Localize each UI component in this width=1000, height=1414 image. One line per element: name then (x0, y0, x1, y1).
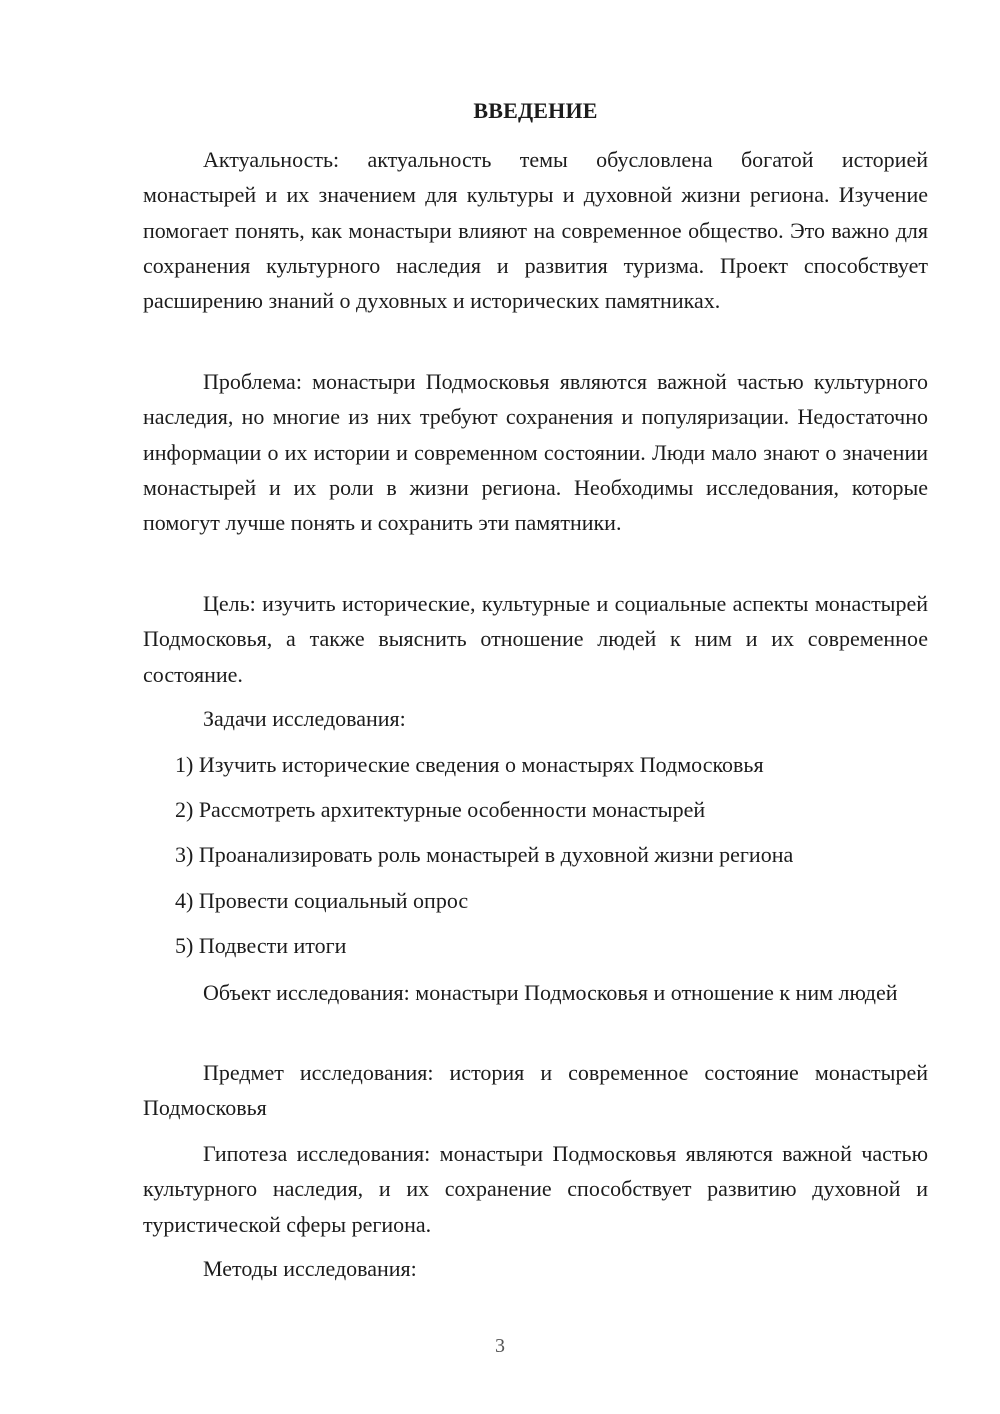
paragraph-hypothesis: Гипотеза исследования: монастыри Подмосковья являются важной частью культурного наследия, и их сохранение способствует развитию духовной и туристической сферы региона. (143, 1141, 928, 1237)
page-number: 3 (495, 1335, 505, 1357)
task-item-2: 2) Рассмотреть архитектурные особенности монастырей (175, 797, 706, 822)
paragraph-object: Объект исследования: монастыри Подмосковья и отношение к ним людей (203, 980, 898, 1005)
tasks-heading: Задачи исследования: (203, 706, 406, 731)
paragraph-goal: Цель: изучить исторические, культурные и социальные аспекты монастырей Подмосковья, а также выяснить отношение людей к ним и их современное состояние. (143, 591, 928, 687)
task-item-5: 5) Подвести итоги (175, 933, 347, 958)
page-title: ВВЕДЕНИЕ (473, 98, 598, 123)
task-item-4: 4) Провести социальный опрос (175, 888, 469, 913)
methods-heading: Методы исследования: (203, 1256, 417, 1281)
paragraph-subject: Предмет исследования: история и современное состояние монастырей Подмосковья (143, 1060, 928, 1121)
task-item-3: 3) Проанализировать роль монастырей в духовной жизни региона (175, 842, 794, 867)
paragraph-problem: Проблема: монастыри Подмосковья являются важной частью культурного наследия, но многие из них требуют сохранения и популяризации. Недостаточно информации о их истории и современном состоянии. Люди мало знают о значении монастырей и их роли в жизни региона. Необходимы исследования, которые помогут лучше понять и сохранить эти памятники. (143, 369, 928, 536)
task-item-1: 1) Изучить исторические сведения о монастырях Подмосковья (175, 752, 764, 777)
paragraph-relevance: Актуальность: актуальность темы обусловлена богатой историей монастырей и их значением для культуры и духовной жизни региона. Изучение помогает понять, как монастыри влияют на современное общество. Это важно для сохранения культурного наследия и развития туризма. Проект способствует расширению знаний о духовных и исторических памятниках. (143, 147, 928, 314)
